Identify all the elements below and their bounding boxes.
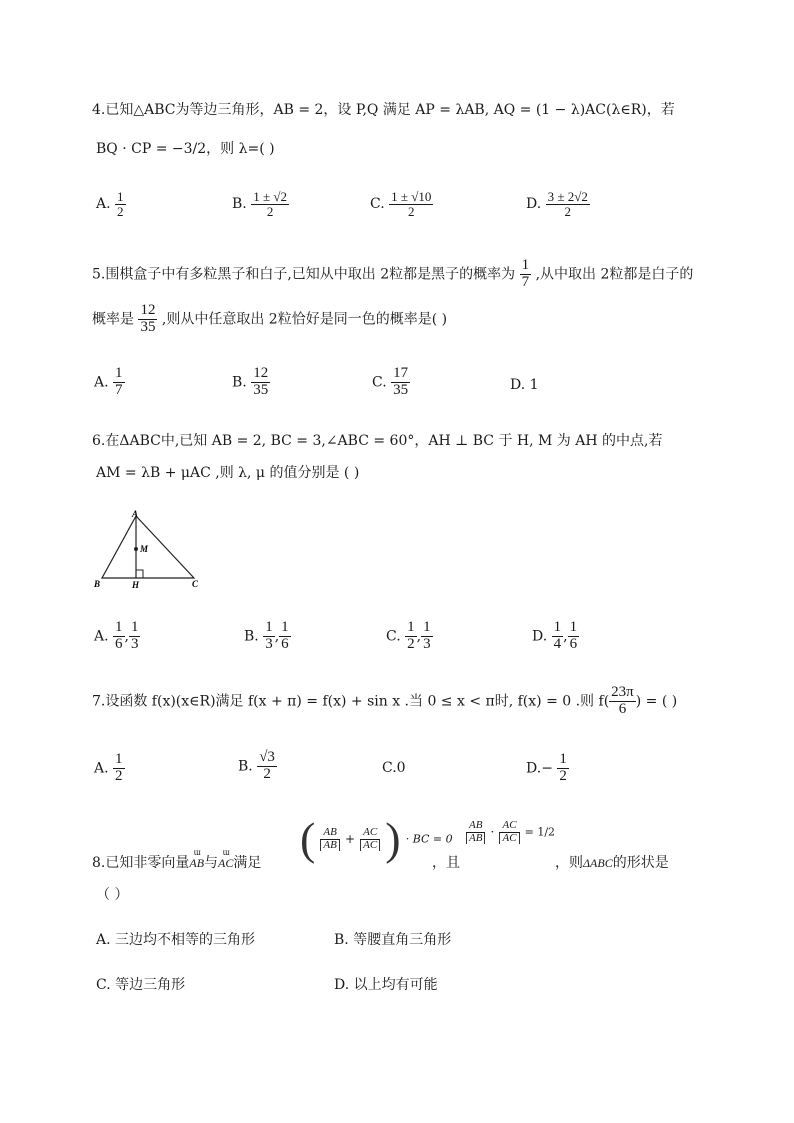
option-label: C. (370, 196, 385, 213)
q8-option-a[interactable]: A. 三边均不相等的三角形 (96, 932, 256, 948)
option-label: A. (94, 760, 109, 777)
option-fraction: $\frac{3 \pm 2√2}{2}$ (547, 189, 588, 219)
q6-option-d[interactable]: D. $\frac{1}{4}$ , $\frac{1}{6}$ (532, 619, 578, 652)
q4-option-b[interactable] (232, 190, 289, 218)
option-label: D. (532, 628, 548, 645)
option-fraction-lambda: $\frac{1}{2}$ (407, 619, 415, 652)
q8-stem-start: 8.已知非零向量ɯ AB与ɯ AC满足 (92, 852, 261, 872)
q4-stem-line2: BQ · CP = −3/2，则 λ=( ) (96, 141, 275, 157)
option-label: A. (96, 196, 111, 213)
option-label: B. (232, 374, 247, 391)
q5-option-a[interactable] (94, 366, 125, 399)
option-label: B. (244, 628, 259, 645)
q4-option-c[interactable] (370, 190, 433, 218)
fraction: $\frac{1}{7}$ (521, 257, 530, 290)
q8-option-b[interactable]: B. 等腰直角三角形 (334, 932, 452, 948)
option-fraction-mu: $\frac{1}{6}$ (281, 619, 289, 652)
q4-option-a[interactable] (96, 190, 126, 218)
option-fraction-mu: $\frac{1}{3}$ (423, 619, 431, 652)
q6-triangle-figure (90, 508, 210, 592)
option-label: B. (232, 196, 247, 213)
option-value: 0 (396, 760, 406, 776)
option-label: C. (386, 628, 401, 645)
q7-stem: 7.设函数 f(x)(x∈R)满足 f(x + π) = f(x) + sin x .当 0 ≤ x < π时, f(x) = 0 .则 f( $\frac{23\pi}{6}$ ) = ( ) (92, 684, 678, 717)
point-m (134, 547, 138, 551)
option-label: B. (238, 758, 253, 775)
option-fraction: $\frac{1 \pm √2}{2}$ (253, 189, 287, 219)
option-label: D. (526, 760, 542, 777)
q8-stem-end: ，则ΔABC的形状是 (555, 855, 669, 871)
q8-and: ，且 (432, 855, 460, 871)
q6-option-b[interactable]: B. $\frac{1}{3}$ , $\frac{1}{6}$ (244, 619, 289, 652)
q5-option-c[interactable] (372, 366, 410, 399)
q7-option-c[interactable] (382, 760, 406, 776)
unit-vector-ab: $\frac{AB}{AB}$ (320, 827, 339, 851)
option-label: A. (94, 374, 109, 391)
unit-vector-ac: $\frac{AC}{AC}$ (499, 820, 519, 844)
option-fraction-mu: $\frac{1}{6}$ (569, 619, 578, 652)
option-fraction: $\frac{√3}{2}$ (259, 749, 275, 782)
fraction: $\frac{12}{35}$ (140, 302, 156, 335)
option-fraction-lambda: $\frac{1}{3}$ (265, 619, 273, 652)
option-fraction: $\frac{1}{7}$ (115, 365, 123, 398)
q6-stem-line2: AM = λB + μAC ,则 λ, μ 的值分别是 ( ) (96, 465, 360, 481)
fraction: $\frac{23\pi}{6}$ (611, 684, 634, 717)
q5-stem-line1: 5.围棋盒子中有多粒黑子和白子,已知从中取出 2粒都是黑子的概率为 $\frac{1}{7}$ ,从中取出 2粒都是白子的 (92, 257, 694, 290)
label-h: H (132, 580, 140, 590)
q8-answer-paren: （ ） (96, 887, 129, 903)
option-fraction: $\frac{12}{35}$ (253, 365, 269, 398)
option-fraction: $\frac{1 \pm √10}{2}$ (391, 189, 432, 219)
q5-stem-line2: 概率是 $\frac{12}{35}$ ,则从中任意取出 2粒恰好是同一色的概率是( ) (92, 302, 448, 335)
option-fraction-lambda: $\frac{1}{4}$ (553, 619, 562, 652)
vector-ac: ɯ AC (218, 856, 233, 871)
vector-ab: ɯ AB (189, 856, 204, 871)
q5-option-d[interactable] (510, 377, 539, 393)
unit-vector-ac: $\frac{AC}{AC}$ (360, 827, 380, 851)
option-fraction-lambda: $\frac{1}{6}$ (115, 619, 123, 652)
label-c: C (192, 579, 199, 589)
label-m: M (140, 544, 149, 554)
q6-stem-line1: 6.在ΔABC中,已知 AB = 2, BC = 3,∠ABC = 60°，AH ⊥ BC 于 H, M 为 AH 的中点,若 (92, 433, 663, 449)
option-fraction-mu: $\frac{1}{3}$ (130, 619, 139, 652)
q5-option-b[interactable] (232, 366, 270, 399)
option-fraction: $\frac{1}{2}$ (117, 189, 124, 219)
option-label: D. (526, 196, 542, 213)
q7-option-b[interactable] (238, 750, 277, 783)
q6-option-c[interactable]: C. $\frac{1}{2}$ , $\frac{1}{3}$ (386, 619, 431, 652)
option-fraction: $\frac{17}{35}$ (393, 365, 409, 398)
option-value: 1 (529, 377, 539, 393)
q8-option-d[interactable]: D. 以上均有可能 (334, 977, 438, 993)
option-fraction: $\frac{1}{2}$ (559, 751, 567, 784)
unit-vector-ab: $\frac{AB}{AB}$ (466, 820, 485, 844)
label-a: A (132, 509, 139, 519)
option-label: C. (372, 374, 387, 391)
q4-stem-line1: 4.已知△ABC为等边三角形，AB = 2，设 P,Q 满足 AP = λAB, AQ = (1 − λ)AC(λ∈R)，若 (92, 102, 675, 118)
q4-option-d[interactable] (526, 190, 590, 218)
q6-option-a[interactable]: A. $\frac{1}{6}$ , $\frac{1}{3}$ (94, 619, 139, 652)
option-fraction: $\frac{1}{2}$ (115, 751, 123, 784)
option-label: C. (382, 760, 397, 776)
q8-option-c[interactable]: C. 等边三角形 (96, 977, 186, 993)
right-angle-mark (136, 570, 143, 578)
option-label: D. (510, 377, 526, 393)
q7-option-d[interactable]: D.− $\frac{1}{2}$ (526, 751, 567, 784)
q7-option-a[interactable] (94, 752, 125, 785)
label-b: B (94, 579, 101, 589)
q8-condition-2: $\frac{AB}{AB}$ · $\frac{AC}{AC}$ = 1/2 (466, 820, 555, 844)
q8-condition-1: ( $\frac{AB}{AB}$ + $\frac{AC}{AC}$ ) · BC = 0 (300, 813, 453, 864)
option-label: A. (94, 628, 109, 645)
